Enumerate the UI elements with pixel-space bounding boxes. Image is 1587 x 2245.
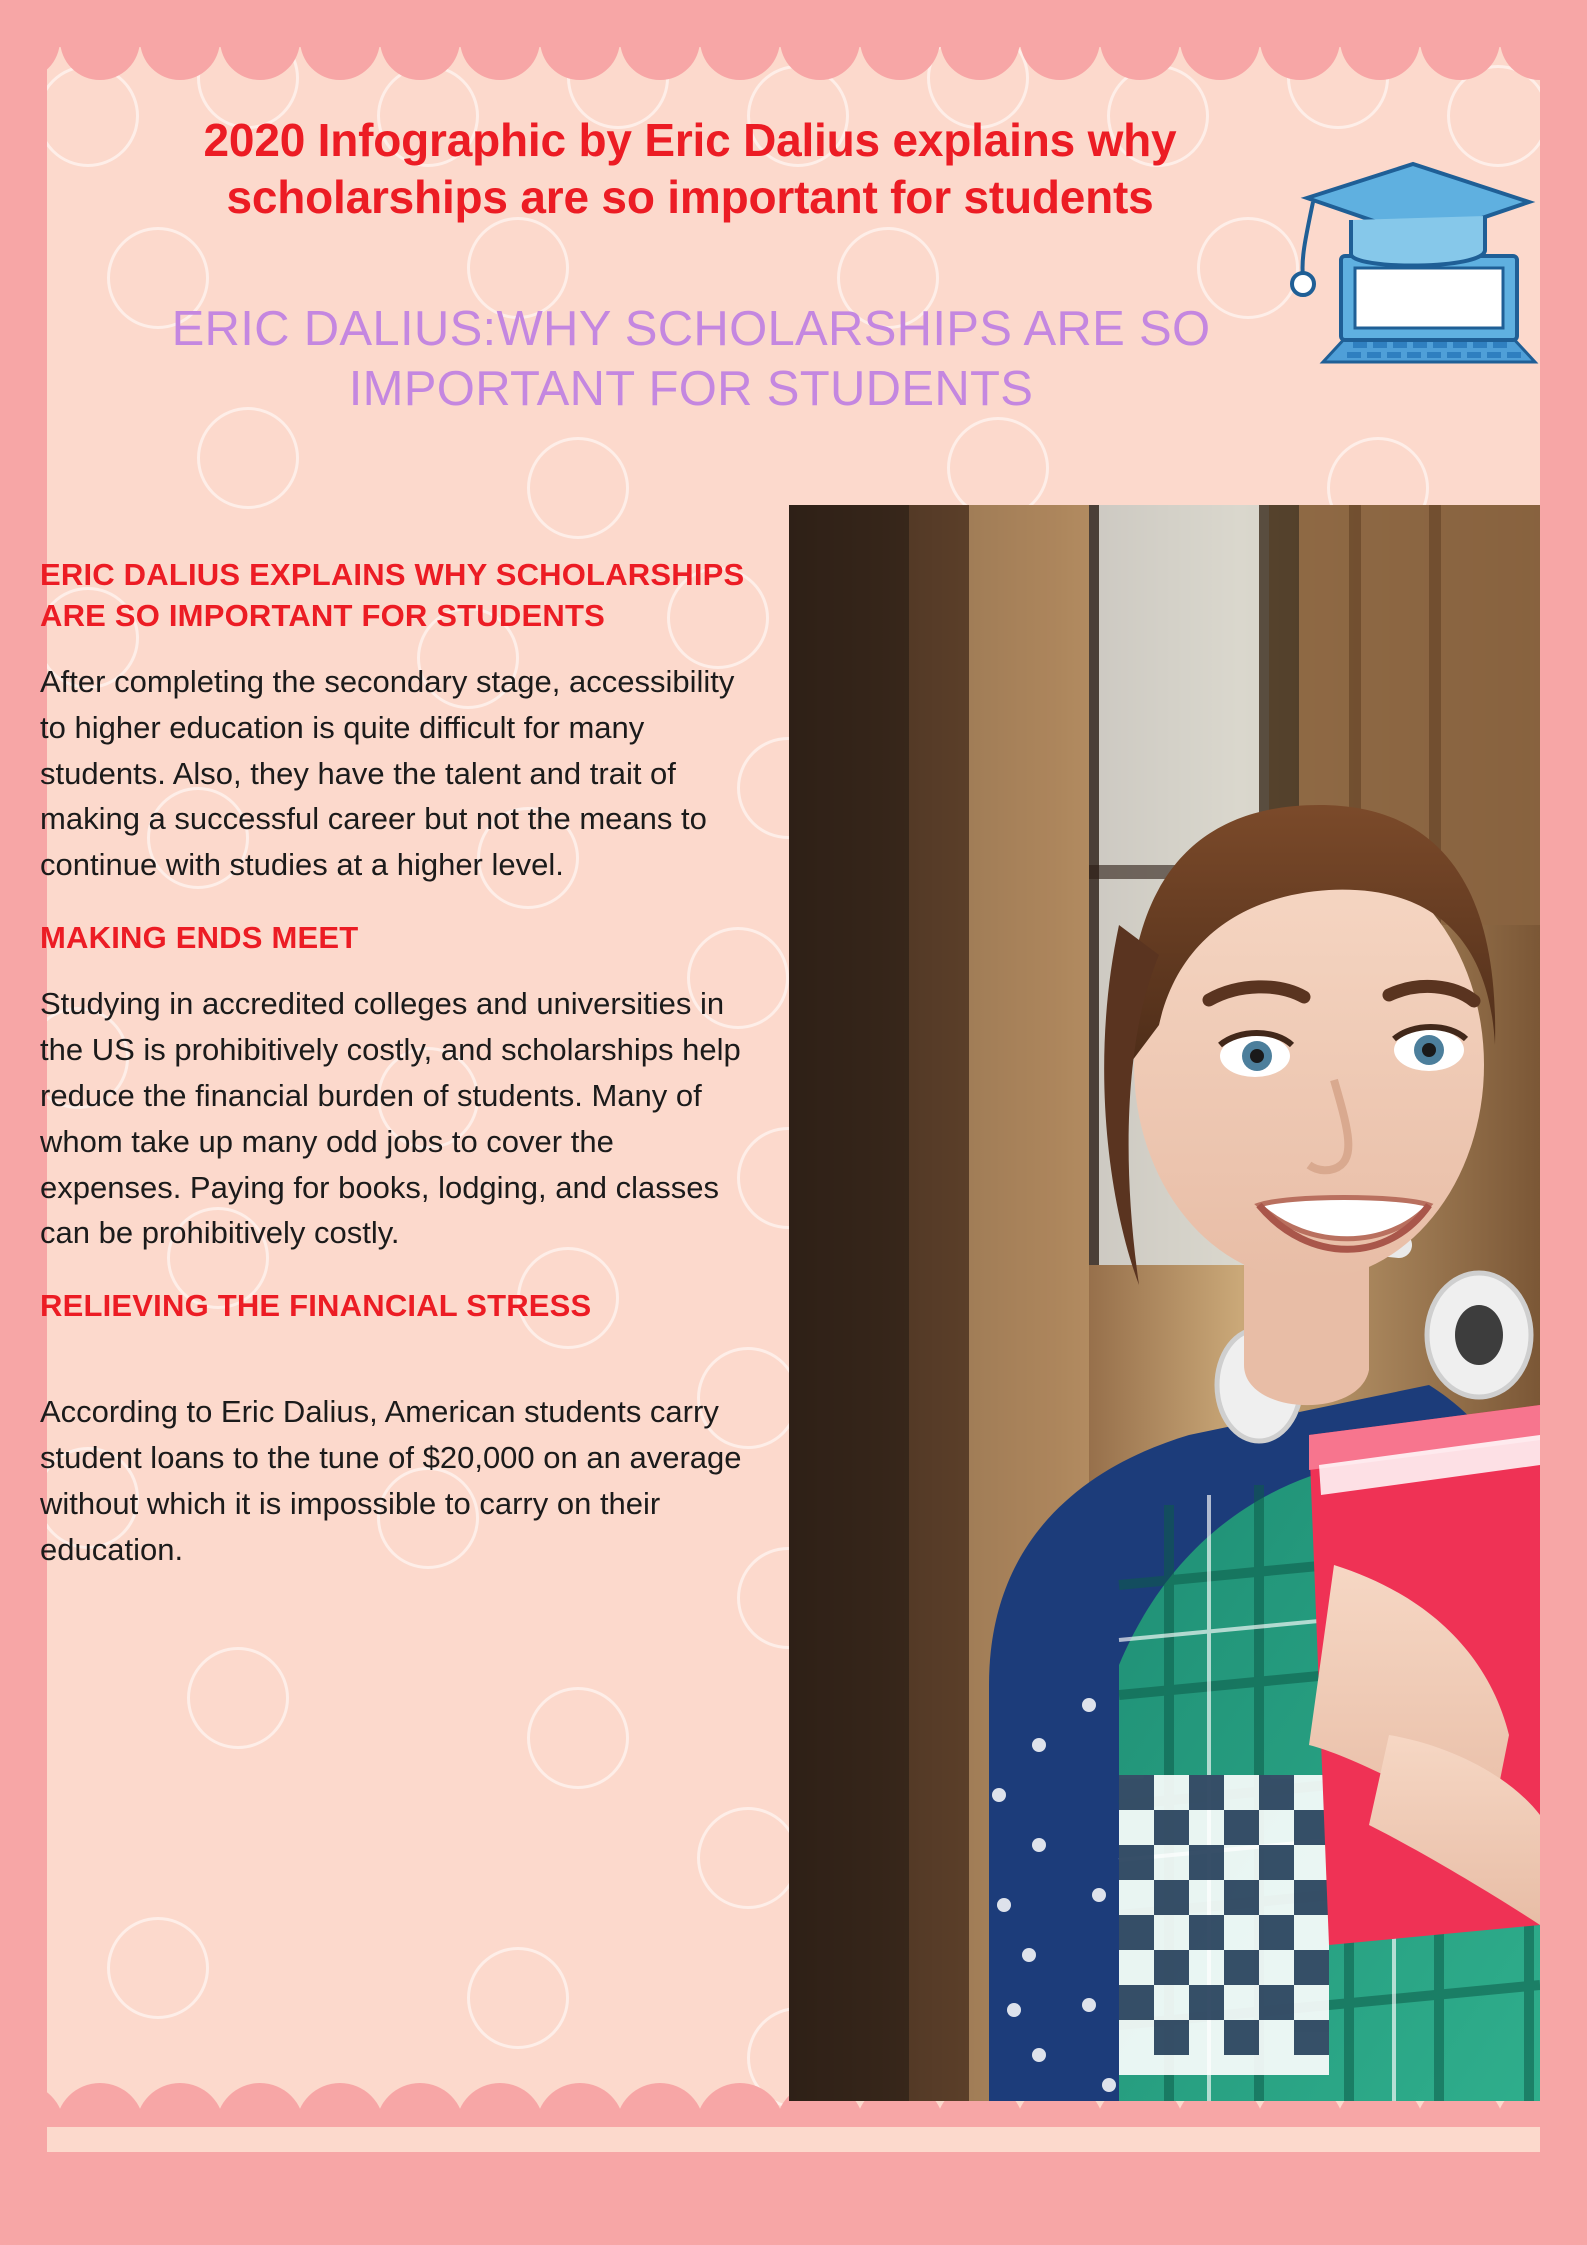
section-body-3: According to Eric Dalius, American students carry student loans to the tune of $20,000 on an average without which it is impossible to carry on their education. [40,1394,742,1567]
decorative-circle [467,1947,569,2049]
section-body-1: After completing the secondary stage, accessibility to higher education is quite difficult for many students. Also, they have the talent and trait of making a successful career but not the means to continue with studies at a higher level. [40,663,735,883]
decorative-circle [197,407,299,509]
page-subtitle: ERIC DALIUS:WHY SCHOLARSHIPS ARE SO IMPORTANT FOR STUDENTS [171,302,1211,416]
student-photo-illustration [789,505,1540,2101]
decorative-circle [187,1647,289,1749]
section-heading-2: MAKING ENDS MEET [40,920,359,956]
decorative-circle [527,1687,629,1789]
decorative-circle [947,417,1049,519]
section-body-2: Studying in accredited colleges and universities in the US is prohibitively costly, and scholarships help reduce the financial burden of students. Many of whom take up many odd jobs to cover the expenses. Paying for books, lodging, and classes can be prohibitively costly. [40,986,741,1251]
section-heading-1: ERIC DALIUS EXPLAINS WHY SCHOLARSHIPS ARE SO IMPORTANT FOR STUDENTS [40,557,745,633]
section-heading-3: RELIEVING THE FINANCIAL STRESS [40,1288,592,1324]
decorative-circle [697,1807,799,1909]
decorative-circle [527,437,629,539]
scallop-top-decoration [0,40,1587,80]
decorative-circle [107,1917,209,2019]
page-title: 2020 Infographic by Eric Dalius explains why scholarships are so important for students [203,114,1177,223]
article-body [40,555,760,1603]
graduation-cap-laptop-icon [1285,150,1545,410]
student-photo [789,505,1540,2101]
